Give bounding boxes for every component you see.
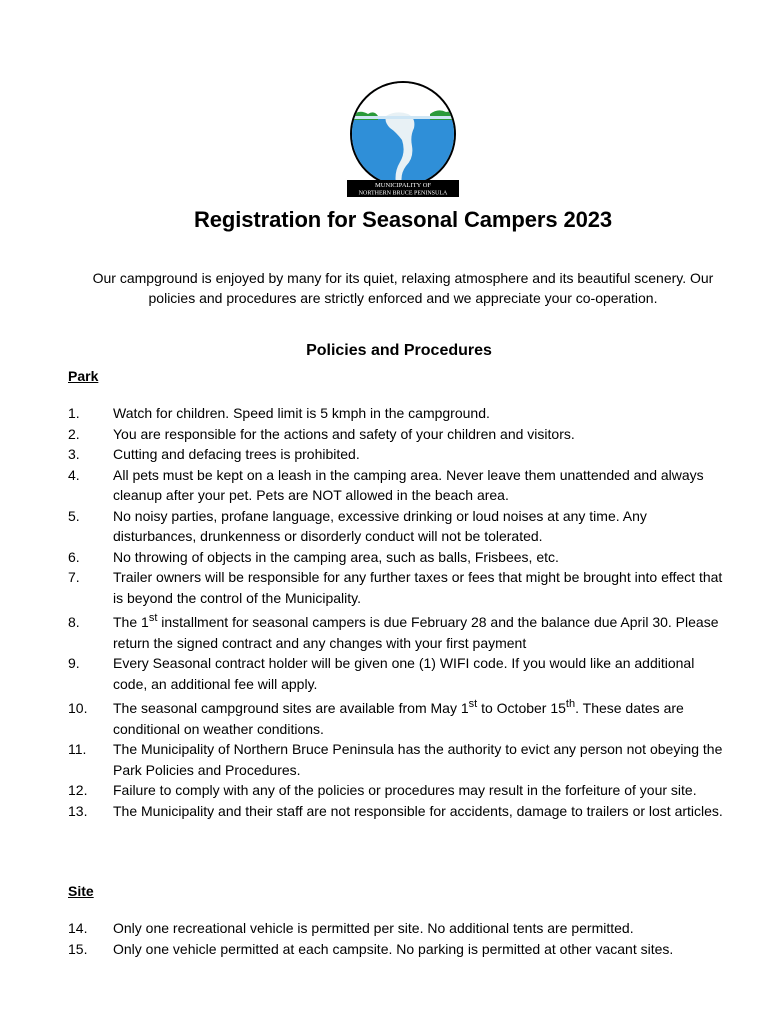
item-text: Trailer owners will be responsible for any further taxes or fees that might be brought into effect that is beyond the control of the Municipality. — [113, 569, 723, 606]
item-text: Every Seasonal contract holder will be given one (1) WIFI code. If you would like an additional code, an additional fee will apply. — [113, 655, 695, 692]
logo-text-1: MUNICIPALITY OF — [374, 182, 432, 189]
list-item — [0, 739, 770, 780]
item-number: 10. — [68, 700, 88, 716]
list-item — [0, 801, 770, 822]
site-list — [0, 918, 770, 959]
list-item — [0, 653, 770, 694]
list-item — [0, 403, 770, 424]
item-text: You are responsible for the actions and safety of your children and visitors. — [113, 425, 575, 442]
item-text: The Municipality and their staff are not responsible for accidents, damage to trailers or lost articles. — [113, 802, 723, 819]
intro-paragraph: Our campground is enjoyed by many for its quiet, relaxing atmosphere and its beautiful scenery. Our policies and procedures are strictly enforced and we appreciate your co-operation. — [92, 270, 714, 306]
item-number: 1. — [68, 405, 80, 421]
municipality-logo — [344, 80, 462, 198]
item-text: No noisy parties, profane language, excessive drinking or loud noises at any time. Any disturbances, drunkenness or disorderly conduct will not be tolerated. — [113, 507, 647, 544]
logo-text-2: NORTHERN BRUCE PENINSULA — [358, 190, 448, 197]
item-number: 12. — [68, 782, 88, 798]
list-item — [0, 780, 770, 801]
list-item — [0, 939, 770, 960]
item-text: Watch for children. Speed limit is 5 kmph in the campground. — [113, 405, 490, 421]
item-text: All pets must be kept on a leash in the camping area. Never leave them unattended and always cleanup after your pet. Pets are NOT allowed in the beach area. — [113, 466, 704, 503]
list-item — [0, 698, 770, 739]
site-heading: Site — [68, 883, 94, 899]
item-text: Only one vehicle permitted at each campsite. No parking is permitted at other vacant sites. — [113, 940, 674, 957]
item-text: The 1st installment for seasonal campers is due February 28 and the balance due April 30. Please return the signed contract and any changes with your first payment — [113, 612, 719, 651]
item-number: 7. — [68, 569, 80, 585]
item-number: 14. — [68, 920, 88, 936]
item-text: Only one recreational vehicle is permitted per site. No additional tents are permitted. — [113, 920, 634, 936]
list-item — [0, 612, 770, 653]
item-number: 4. — [68, 466, 80, 483]
item-number: 11. — [68, 741, 87, 757]
list-item — [0, 424, 770, 445]
page-title: Registration for Seasonal Campers 2023 — [193, 207, 613, 232]
park-heading: Park — [68, 368, 99, 384]
item-text: Cutting and defacing trees is prohibited. — [113, 446, 360, 462]
item-number: 6. — [68, 548, 80, 565]
list-item — [0, 567, 770, 608]
list-item — [0, 547, 770, 568]
item-number: 5. — [68, 507, 80, 524]
item-number: 9. — [68, 655, 80, 671]
list-item — [0, 444, 770, 465]
list-item — [0, 918, 770, 939]
item-number: 15. — [68, 940, 88, 957]
list-item — [0, 506, 770, 547]
section-title: Policies and Procedures — [306, 342, 492, 359]
item-number: 8. — [68, 614, 80, 630]
item-number: 3. — [68, 446, 80, 462]
park-list — [0, 403, 770, 821]
item-number: 2. — [68, 425, 80, 442]
item-text: The seasonal campground sites are available from May 1st to October 15th. These dates are conditional on weather conditions. — [113, 698, 684, 737]
item-text: The Municipality of Northern Bruce Peninsula has the authority to evict any person not obeying the Park Policies and Procedures. — [113, 741, 723, 778]
item-number: 13. — [68, 802, 88, 819]
item-text: No throwing of objects in the camping area, such as balls, Frisbees, etc. — [113, 548, 559, 565]
list-item — [0, 465, 770, 506]
item-text: Failure to comply with any of the policies or procedures may result in the forfeiture of your site. — [113, 782, 697, 798]
